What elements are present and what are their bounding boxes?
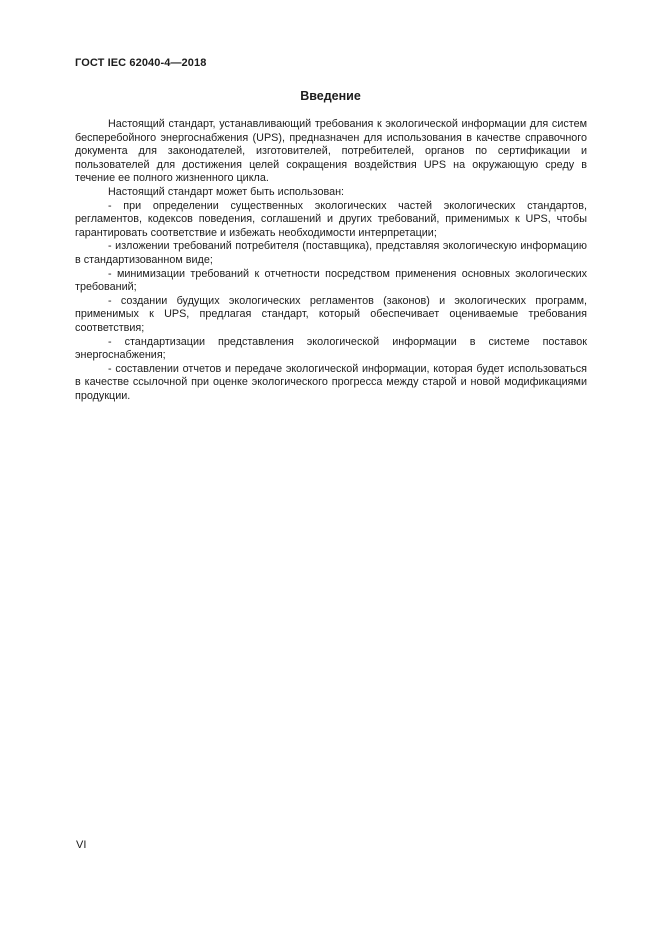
list-item-future-regulations: - создании будущих экологических регламентов (законов) и экологических программ, применимых к UPS, предлагая стандарт, который обеспечивает оцениваемые требования соответствия; <box>75 294 587 334</box>
list-item-reporting: - составлении отчетов и передаче экологической информации, которая будет использоваться в качестве ссылочной при оценке экологического прогресса между старой и новой модификациями продукции. <box>75 362 587 402</box>
document-body <box>75 118 587 403</box>
paragraph-usage-lead: Настоящий стандарт может быть использован: <box>108 185 345 198</box>
page-number: VI <box>76 839 87 851</box>
page-title: Введение <box>300 89 361 103</box>
list-item-requirements: - изложении требований потребителя (поставщика), представляя экологическую информацию в стандартизованном виде; <box>75 240 587 266</box>
list-item-definition: - при определении существенных экологических частей экологических стандартов, регламентов, кодексов поведения, соглашений и других требований, применимых к UPS, чтобы гарантировать соответствие и избежать необходимости интерпретации; <box>75 199 587 239</box>
list-item-standardization: - стандартизации представления экологической информации в системе поставок энергоснабжения; <box>75 335 587 362</box>
document-standard-number: ГОСТ IEC 62040-4—2018 <box>75 57 207 69</box>
list-item-minimization: - минимизации требований к отчетности посредством применения основных экологических требований; <box>75 267 587 294</box>
paragraph-intro: Настоящий стандарт, устанавливающий требования к экологической информации для систем бесперебойного энергоснабжения (UPS), предназначен для использования в качестве справочного документа для законодателей, изготовителей, потребителей, органов по сертификации и пользователей для достижения целей сокращения воздействия UPS на окружающую среду в течение ее полного жизненного цикла. <box>75 118 587 185</box>
